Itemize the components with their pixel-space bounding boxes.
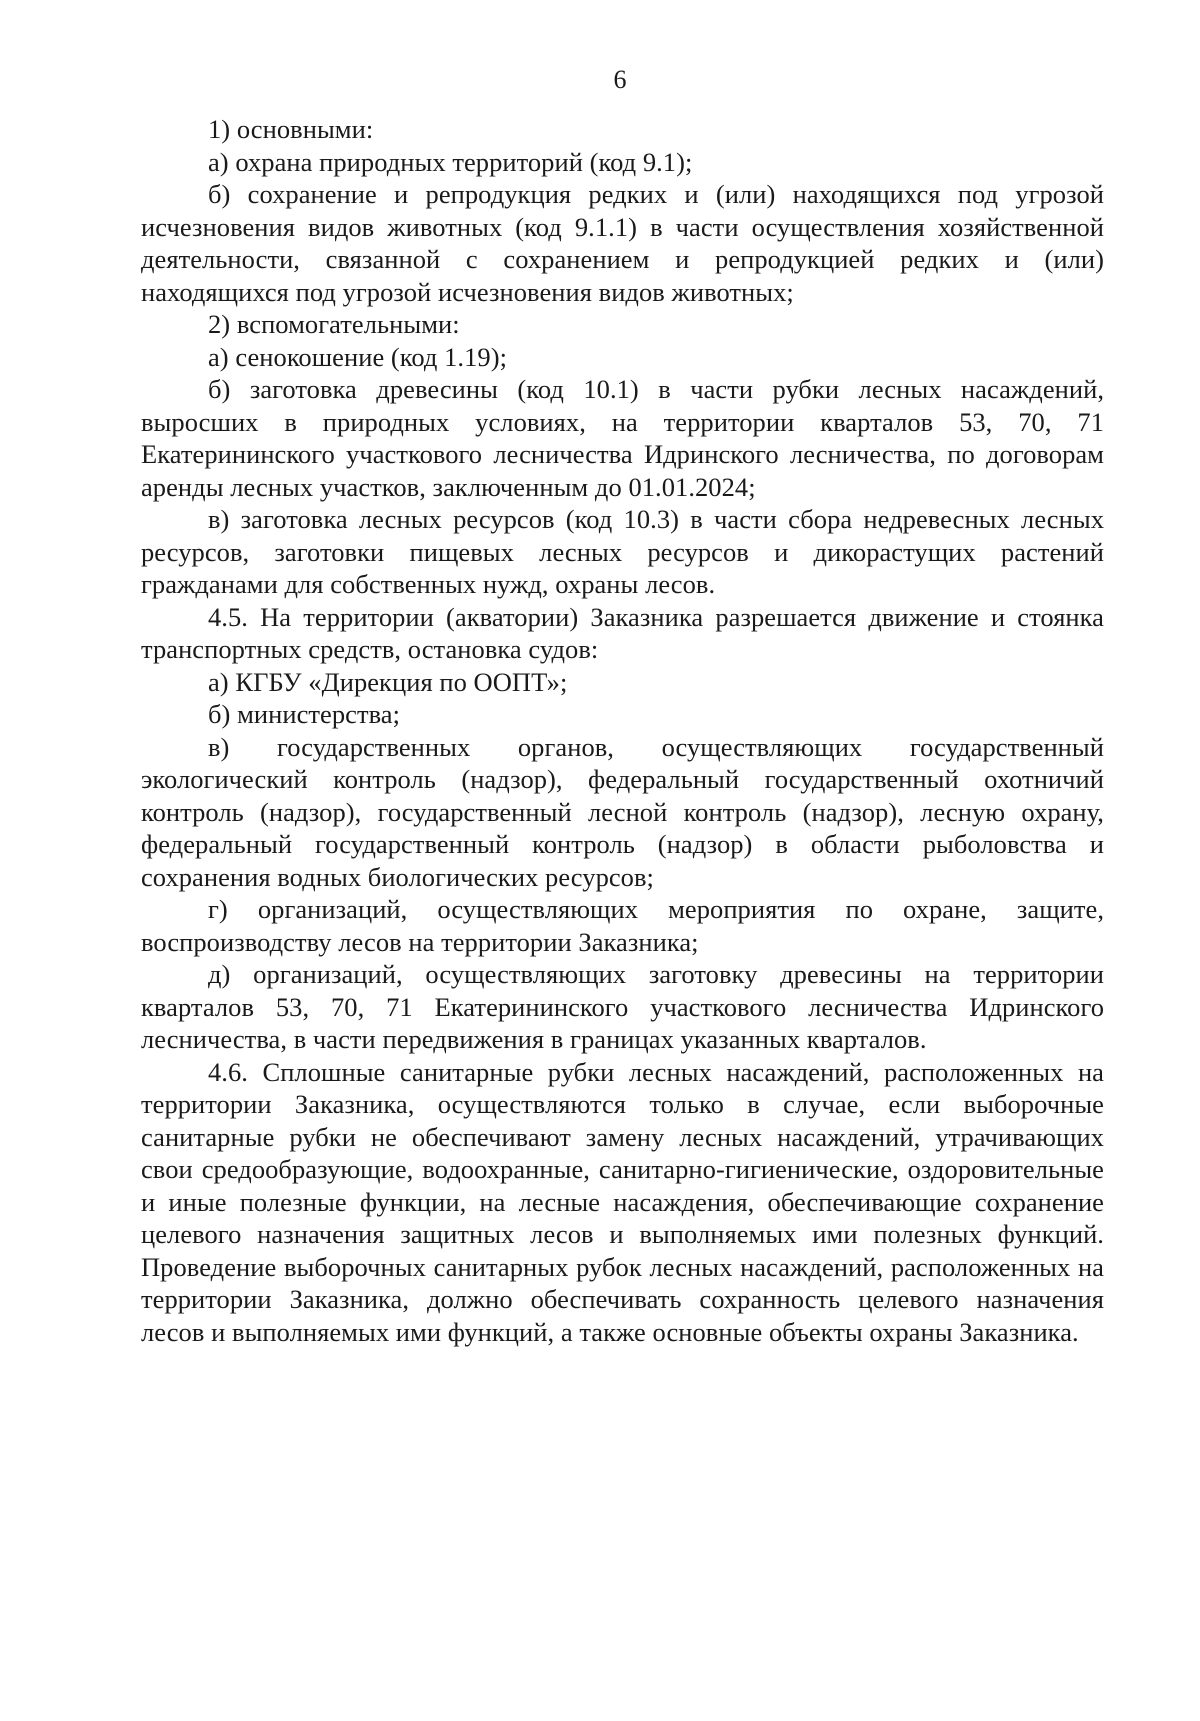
paragraph-section-4-5-b: б) министерства;	[208, 699, 401, 729]
paragraph-section-4-5-d: г) организаций, осуществляющих мероприятия по охране, защите, воспроизводству лесов на территории Заказника;	[141, 894, 1104, 957]
paragraph-section-4-5-c: в) государственных органов, осуществляющих государственный экологический контроль (надзор), федеральный государственный охотничий контроль (надзор), государственный лесной контроль (надзор), лесную охрану, федеральный государственный контроль (надзор) в области рыболовства и сохранения водных биологических ресурсов;	[141, 731, 1104, 892]
paragraph-primary-use-b: б) сохранение и репродукция редких и (или) находящихся под угрозой исчезновения видов животных (код 9.1.1) в части осуществления хозяйственной деятельности, связанной с сохранением и репродукцией редких и (или) находящихся под угрозой исчезновения видов животных;	[141, 179, 1104, 307]
paragraph-primary-use-a: а) охрана природных территорий (код 9.1);	[208, 146, 693, 177]
paragraph-section-4-6: 4.6. Сплошные санитарные рубки лесных насаждений, расположенных на территории Заказника, осуществляются только в случае, если выборочные санитарные рубки не обеспечивают замену лесных насаждений, утрачивающих свои средообразующие, водоохранные, санитарно-гигиенические, оздоровительные и иные полезные функции, на лесные насаждения, обеспечивающие сохранение целевого назначения защитных лесов и выполняемых ими полезных функций. Проведение выборочных санитарных рубок лесных насаждений, расположенных на территории Заказника, должно обеспечивать сохранность целевого назначения лесов и выполняемых ими функций, а также основные объекты охраны Заказника.	[141, 1056, 1104, 1347]
paragraph-section-4-5-e: д) организаций, осуществляющих заготовку древесины на территории кварталов 53, 70, 71 Екатерининского участкового лесничества Идринского лесничества, в части передвижения в границах указанных кварталов.	[141, 959, 1104, 1054]
paragraph-auxiliary-use-b: б) заготовка древесины (код 10.1) в части рубки лесных насаждений, выросших в природных условиях, на территории кварталов 53, 70, 71 Екатерининского участкового лесничества Идринского лесничества, по договорам аренды лесных участков, заключенным до 01.01.2024;	[141, 374, 1104, 502]
paragraph-auxiliary-uses-heading: 2) вспомогательными:	[208, 309, 460, 339]
paragraph-section-4-5: 4.5. На территории (акватории) Заказника разрешается движение и стоянка транспортных средств, остановка судов:	[141, 601, 1104, 664]
page-number: 6	[613, 65, 627, 94]
paragraph-section-4-5-a: а) КГБУ «Дирекция по ООПТ»;	[208, 666, 568, 697]
paragraph-auxiliary-use-a: а) сенокошение (код 1.19);	[208, 341, 507, 372]
document-body	[141, 113, 1104, 1348]
paragraph-primary-uses-heading: 1) основными:	[208, 114, 374, 144]
paragraph-auxiliary-use-c: в) заготовка лесных ресурсов (код 10.3) в части сбора недревесных лесных ресурсов, заготовки пищевых лесных ресурсов и дикорастущих растений гражданами для собственных нужд, охраны лесов.	[141, 504, 1104, 599]
